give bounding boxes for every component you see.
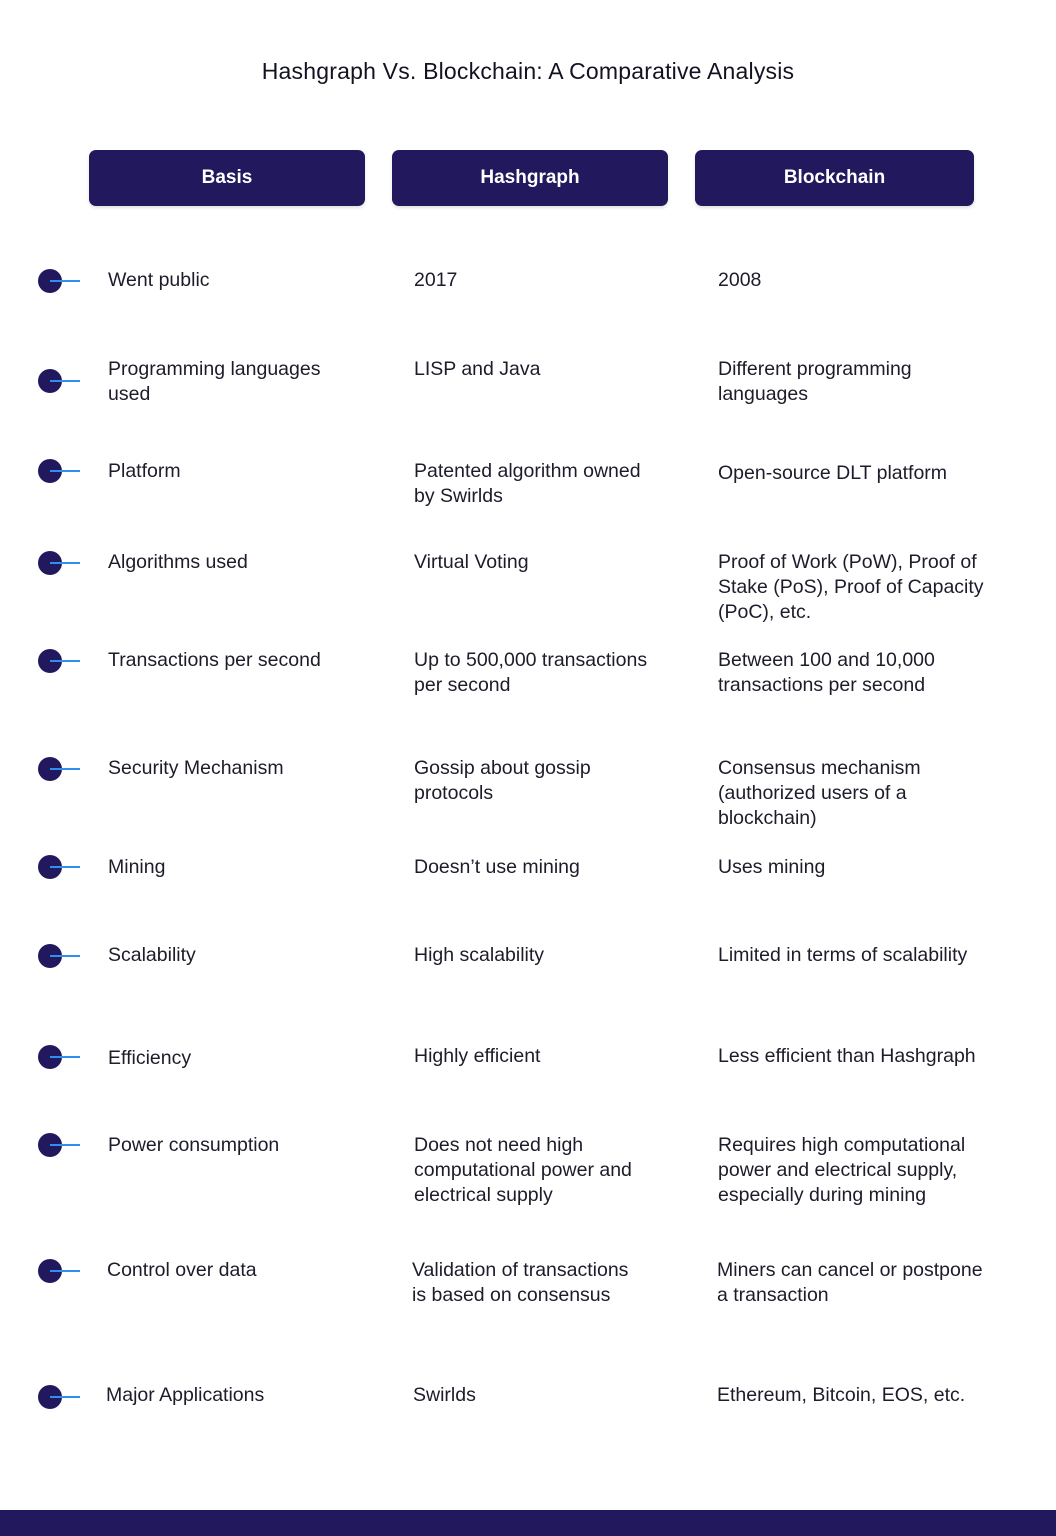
- bullet-marker-icon: [38, 1259, 80, 1283]
- row-blockchain: Miners can cancel or postpone a transaction: [717, 1259, 983, 1306]
- row-basis: Programming languages used: [108, 358, 321, 405]
- header-basis-label: Basis: [201, 167, 253, 188]
- row-blockchain: Less efficient than Hashgraph: [718, 1045, 976, 1067]
- row-blockchain: Limited in terms of scalability: [718, 944, 968, 966]
- footer-bar: [0, 1510, 1056, 1536]
- header-blockchain: [695, 150, 974, 206]
- row-basis: Went public: [108, 269, 210, 291]
- header-basis: [89, 150, 365, 206]
- bullet-marker-icon: [38, 855, 80, 879]
- row-basis: Platform: [108, 460, 181, 482]
- row-hashgraph: LISP and Java: [414, 358, 541, 380]
- row-hashgraph: Validation of transactions is based on consensus: [412, 1259, 629, 1306]
- row-hashgraph: Highly efficient: [414, 1045, 541, 1067]
- header-hashgraph: [392, 150, 668, 206]
- bullet-marker-icon: [38, 649, 80, 673]
- header-blockchain-label: Blockchain: [783, 167, 886, 188]
- row-hashgraph: High scalability: [414, 944, 545, 966]
- bullet-marker-icon: [38, 369, 80, 393]
- page-title: Hashgraph Vs. Blockchain: A Comparative Analysis: [261, 58, 795, 84]
- row-basis: Major Applications: [106, 1384, 265, 1406]
- row-basis: Power consumption: [108, 1134, 280, 1156]
- row-blockchain: Open-source DLT platform: [718, 462, 948, 484]
- row-basis: Scalability: [108, 944, 196, 966]
- bullet-marker-icon: [38, 757, 80, 781]
- row-basis: Mining: [108, 856, 166, 878]
- row-hashgraph: Virtual Voting: [414, 551, 529, 573]
- row-basis: Control over data: [107, 1259, 257, 1281]
- bullet-marker-icon: [38, 459, 80, 483]
- row-blockchain: Consensus mechanism (authorized users of a blockchain): [718, 757, 921, 829]
- row-hashgraph: Gossip about gossip protocols: [414, 757, 591, 804]
- bullet-marker-icon: [38, 1045, 80, 1069]
- bullet-marker-icon: [38, 944, 80, 968]
- row-blockchain: Ethereum, Bitcoin, EOS, etc.: [717, 1384, 966, 1406]
- row-blockchain: Different programming languages: [718, 358, 912, 405]
- row-hashgraph: Doesn’t use mining: [414, 856, 580, 878]
- row-blockchain: Uses mining: [718, 856, 826, 878]
- row-basis: Algorithms used: [108, 551, 248, 573]
- row-hashgraph: Does not need high computational power and electrical supply: [414, 1134, 632, 1206]
- bullet-marker-icon: [38, 269, 80, 293]
- bullet-marker-icon: [38, 1133, 80, 1157]
- row-blockchain: Proof of Work (PoW), Proof of Stake (PoS), Proof of Capacity (PoC), etc.: [718, 551, 984, 623]
- row-blockchain: 2008: [718, 269, 762, 291]
- row-blockchain: Between 100 and 10,000 transactions per second: [718, 649, 935, 696]
- row-basis: Security Mechanism: [108, 757, 284, 779]
- row-basis: Efficiency: [108, 1047, 192, 1069]
- row-hashgraph: 2017: [414, 269, 458, 291]
- row-blockchain: Requires high computational power and electrical supply, especially during mining: [718, 1134, 966, 1206]
- row-hashgraph: Patented algorithm owned by Swirlds: [414, 460, 641, 507]
- bullet-marker-icon: [38, 551, 80, 575]
- row-hashgraph: Swirlds: [413, 1384, 476, 1406]
- bullet-marker-icon: [38, 1385, 80, 1409]
- row-basis: Transactions per second: [108, 649, 321, 671]
- header-hashgraph-label: Hashgraph: [480, 167, 580, 188]
- row-hashgraph: Up to 500,000 transactions per second: [414, 649, 648, 696]
